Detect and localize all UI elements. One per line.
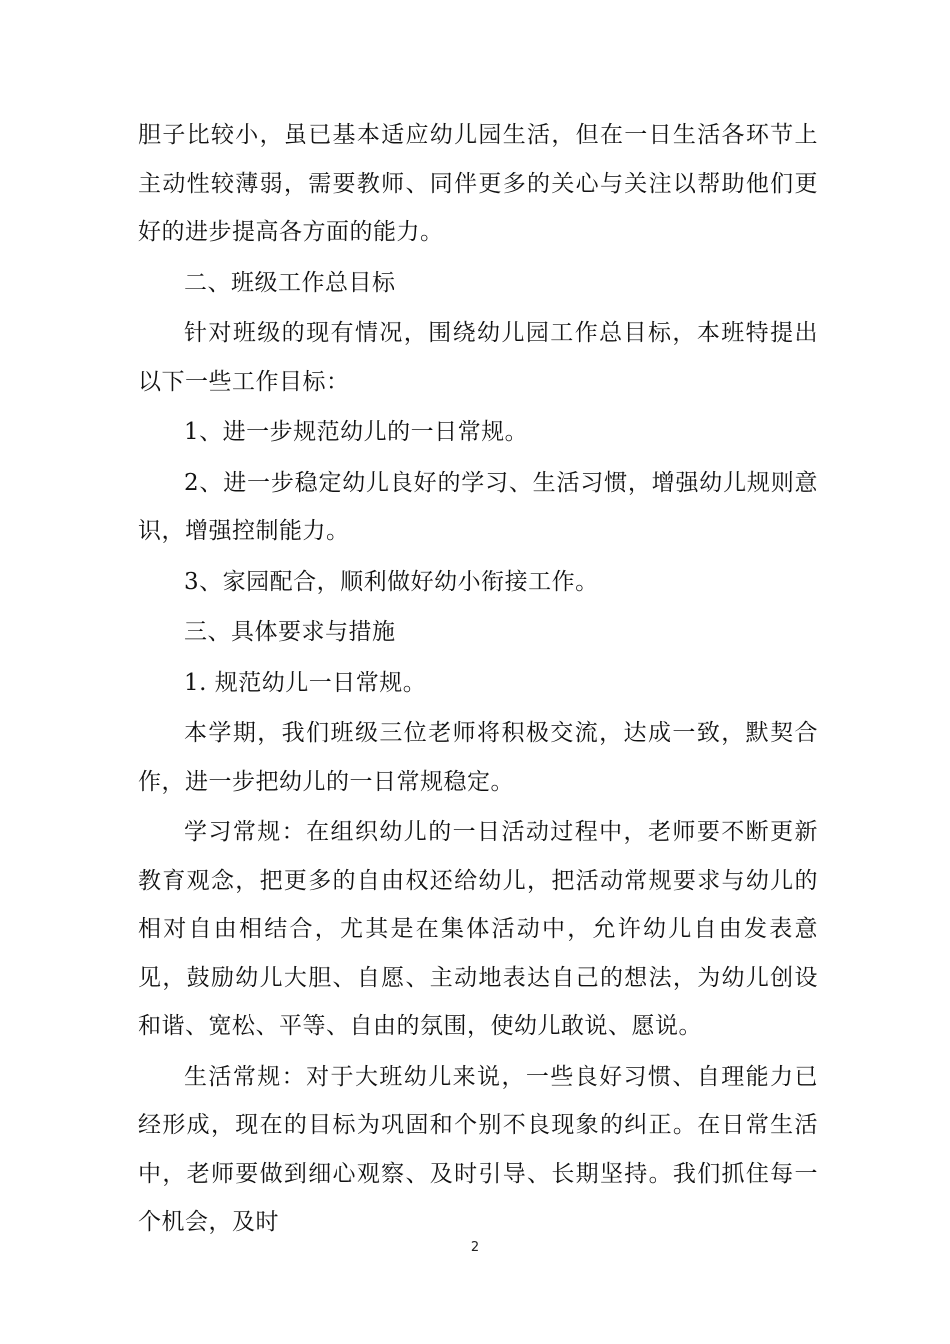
goal-item-3: 3、家园配合，顺利做好幼小衔接工作。 (184, 568, 599, 595)
paragraph-3: 针对班级的现有情况，围绕幼儿园工作总目标，本班特提出以下一些工作目标： (138, 320, 818, 395)
paragraph-1: 胆子比较小，虽已基本适应幼儿园生活，但在一日生活各环节上主动性较薄弱，需要教师、同伴更多的关心与关注以帮助他们更好的进步提高各方面的能力。 (138, 122, 818, 245)
goal-item-2: 2、进一步稳定幼儿良好的学习、生活习惯，增强幼儿规则意识，增强控制能力。 (138, 469, 818, 544)
paragraph-9: 本学期，我们班级三位老师将积极交流，达成一致，默契合作，进一步把幼儿的一日常规稳定。 (138, 720, 818, 795)
subsection-heading-1: 1. 规范幼儿一日常规。 (184, 669, 427, 696)
section-heading-3: 三、具体要求与措施 (184, 619, 396, 645)
paragraph-life-routine: 生活常规：对于大班幼儿来说，一些良好习惯、自理能力已经形成，现在的目标为巩固和个别不良现象的纠正。在日常生活中，老师要做到细心观察、及时引导、长期坚持。我们抓住每一个机会，及时 (138, 1063, 818, 1235)
page-number: 2 (470, 1240, 480, 1255)
goal-item-1: 1、进一步规范幼儿的一日常规。 (184, 419, 529, 445)
document-body (138, 111, 818, 1249)
paragraph-learning-routine: 学习常规：在组织幼儿的一日活动过程中，老师要不断更新教育观念，把更多的自由权还给幼儿，把活动常规要求与幼儿的相对自由相结合，尤其是在集体活动中，允许幼儿自由发表意见，鼓励幼儿大胆、自愿、主动地表达自己的想法，为幼儿创设和谐、宽松、平等、自由的氛围，使幼儿敢说、愿说。 (138, 819, 818, 1039)
section-heading-2: 二、班级工作总目标 (184, 269, 396, 296)
